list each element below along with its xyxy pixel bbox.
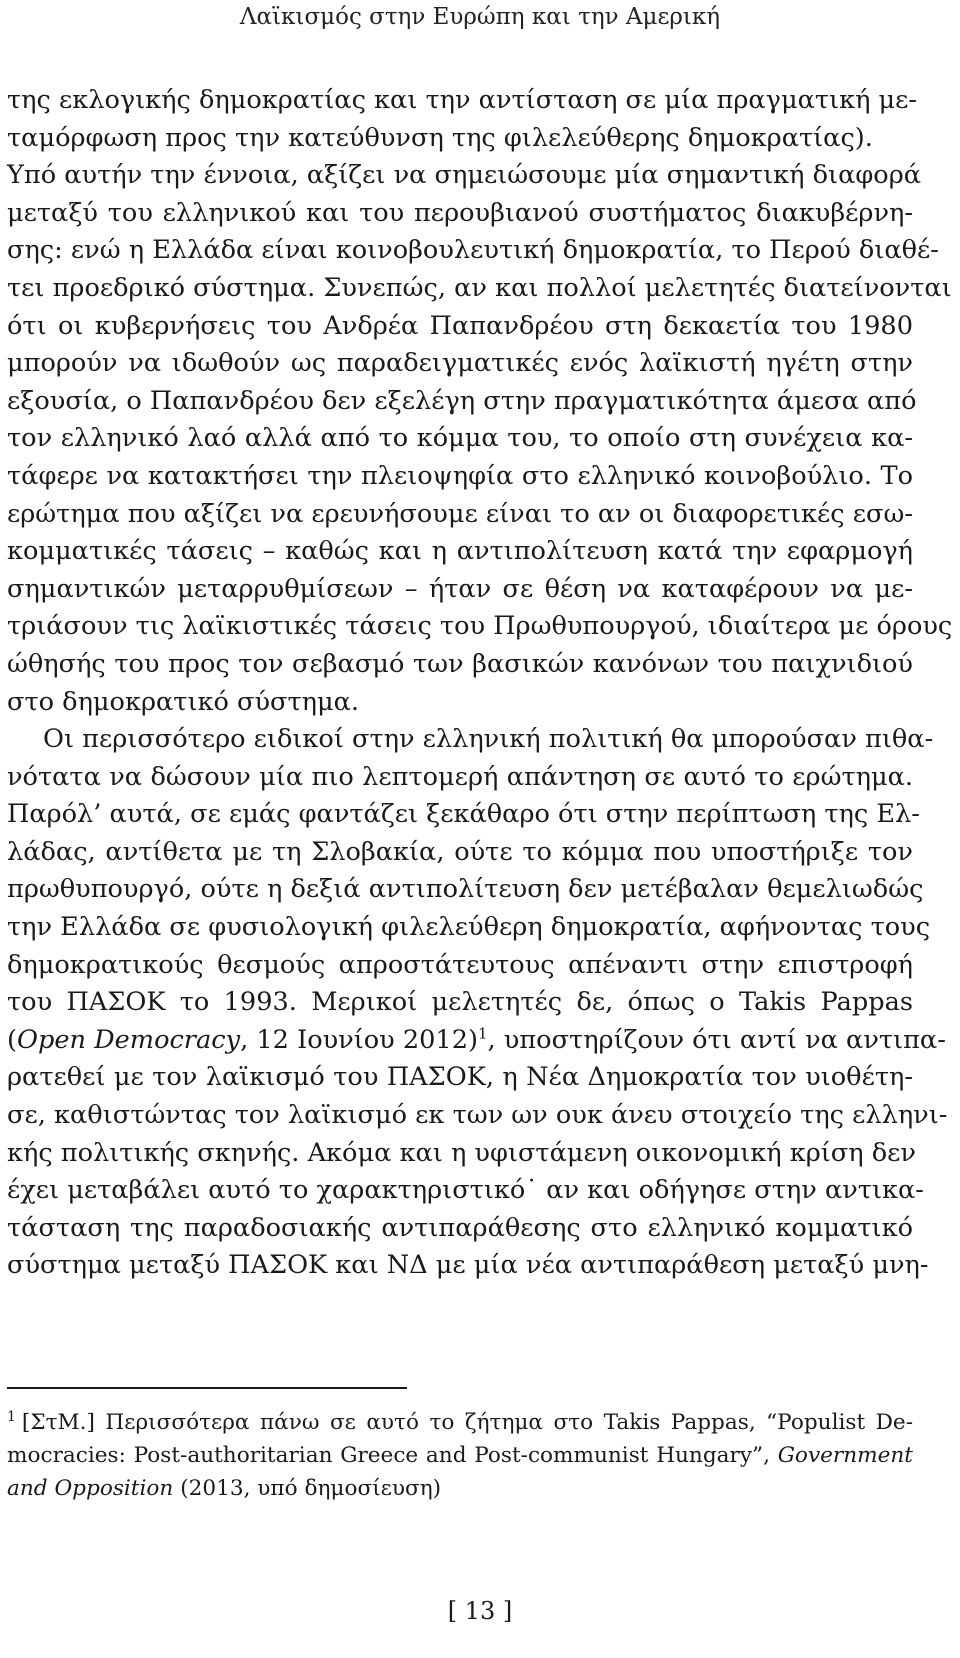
footnote-mark: 1 [7, 1408, 16, 1425]
body-line: σημαντικών μεταρρυθμίσεων – ήταν σε θέση να καταφέρουν να με- [7, 573, 913, 604]
body-line: την Ελλάδα σε φυσιολογική φιλελεύθερη δημοκρατία, αφήνοντας τους [7, 912, 931, 943]
citation-rest: , υποστηρίζουν ότι αντί να αντιπα- [487, 1024, 946, 1055]
body-line: τάσταση της παραδοσιακής αντιπαράθεσης στο ελληνικό κομματικό [7, 1212, 913, 1243]
body-line: του ΠΑΣΟΚ το 1993. Μερικοί μελετητές δε, όπως ο Takis Pappas [7, 987, 913, 1018]
body-line: μεταξύ του ελληνικού και του περουβιανού συστήματος διακυβέρνη- [7, 197, 913, 228]
body-line: σης: ενώ η Ελλάδα είναι κοινοβουλευτική δημοκρατία, το Περού διαθέ- [7, 235, 939, 266]
citation-source: Open Democracy [17, 1024, 241, 1055]
body-line: ερώτημα που αξίζει να ερευνήσουμε είναι το αν οι διαφορετικές εσω- [7, 498, 913, 529]
footnote-journal: Government [777, 1442, 913, 1468]
body-line: τάφερε να κατακτήσει την πλειοψηφία στο ελληνικό κοινοβούλιο. Το [7, 460, 913, 491]
body-line: πρωθυπουργό, ούτε η δεξιά αντιπολίτευση δεν μετέβαλαν θεμελιωδώς [7, 874, 924, 905]
page-number: [ 13 ] [447, 1597, 513, 1625]
body-line: τριάσουν τις λαϊκιστικές τάσεις του Πρωθυπουργού, ιδιαίτερα με όρους [7, 611, 953, 642]
body-line: σύστημα μεταξύ ΠΑΣΟΚ και ΝΔ με μία νέα αντιπαράθεση μεταξύ μνη- [7, 1250, 929, 1281]
body-line: Οι περισσότερο ειδικοί στην ελληνική πολιτική θα μπορούσαν πιθα- [43, 724, 934, 755]
body-line: τον ελληνικό λαό αλλά από το κόμμα του, το οποίο στη συνέχεια κα- [7, 423, 913, 454]
body-line: ρατεθεί με τον λαϊκισμό του ΠΑΣΟΚ, η Νέα Δημοκρατία τον υιοθέτη- [7, 1062, 913, 1093]
footnote-reference[interactable]: 1 [477, 1024, 488, 1043]
body-line: της εκλογικής δημοκρατίας και την αντίσταση σε μία πραγματική με- [7, 85, 918, 115]
citation-date: , 12 Ιουνίου 2012) [240, 1024, 478, 1055]
footnote-line [7, 1440, 913, 1473]
body-line: Παρόλ’ αυτά, σε εμάς φαντάζει ξεκάθαρο ότι στην περίπτωση της Ελ- [7, 799, 920, 830]
footnote-text: (2013, υπό δημοσίευση) [180, 1475, 442, 1501]
footnote-text: [ΣτΜ.] Περισσότερα πάνω σε αυτό το ζήτημα στο Takis Pappas, “Populist De- [21, 1410, 913, 1435]
footnote-journal: and Opposition [7, 1475, 174, 1501]
body-line: νότατα να δώσουν μία πιο λεπτομερή απάντηση σε αυτό το ερώτημα. [7, 761, 913, 792]
body-line: κομματικές τάσεις – καθώς και η αντιπολίτευση κατά την εφαρμογή [7, 536, 913, 567]
body-line: Υπό αυτήν την έννοια, αξίζει να σημειώσουμε μία σημαντική διαφορά [7, 160, 922, 191]
body-line: στο δημοκρατικό σύστημα. [7, 686, 360, 717]
body-line: ώθησής του προς τον σεβασμό των βασικών κανόνων του παιχνιδιού [7, 648, 913, 679]
body-line: ότι οι κυβερνήσεις του Ανδρέα Παπανδρέου στη δεκαετία του 1980 [7, 310, 913, 341]
body-line: μπορούν να ιδωθούν ως παραδειγματικές ενός λαϊκιστή ηγέτη στην [7, 348, 913, 379]
footnote-line [7, 1407, 913, 1440]
body-line: κής πολιτικής σκηνής. Ακόμα και η υφιστάμενη οικονομική κρίση δεν [7, 1137, 916, 1168]
body-line: σε, καθιστώντας τον λαϊκισμό εκ των ων ουκ άνευ στοιχείο της ελληνι- [7, 1100, 948, 1131]
footnote-line [7, 1473, 913, 1506]
footnote-divider [7, 1387, 407, 1389]
citation-open-paren: ( [7, 1024, 17, 1055]
running-head: Λαϊκισμός στην Ευρώπη και την Αμερική [239, 4, 721, 30]
body-line: ταμόρφωση προς την κατεύθυνση της φιλελεύθερης δημοκρατίας). [7, 122, 873, 153]
body-line: δημοκρατικούς θεσμούς απροστάτευτους απέναντι στην επιστροφή [7, 949, 913, 980]
body-line: λάδας, αντίθετα με τη Σλοβακία, ούτε το κόμμα που υποστήριξε τον [7, 836, 913, 867]
body-line: έχει μεταβάλει αυτό το χαρακτηριστικό˙ αν και οδήγησε στην αντικα- [7, 1175, 924, 1206]
body-line: τει προεδρικό σύστημα. Συνεπώς, αν και πολλοί μελετητές διατείνονται [7, 272, 952, 303]
body-line: εξουσία, ο Παπανδρέου δεν εξελέγη στην πραγματικότητα άμεσα από [7, 385, 917, 416]
footnote-text: mocracies: Post-authoritarian Greece and Post-communist Hungary”, [7, 1442, 770, 1468]
body-text [7, 82, 953, 1285]
footnote [7, 1407, 913, 1505]
body-line-citation [7, 1022, 946, 1060]
